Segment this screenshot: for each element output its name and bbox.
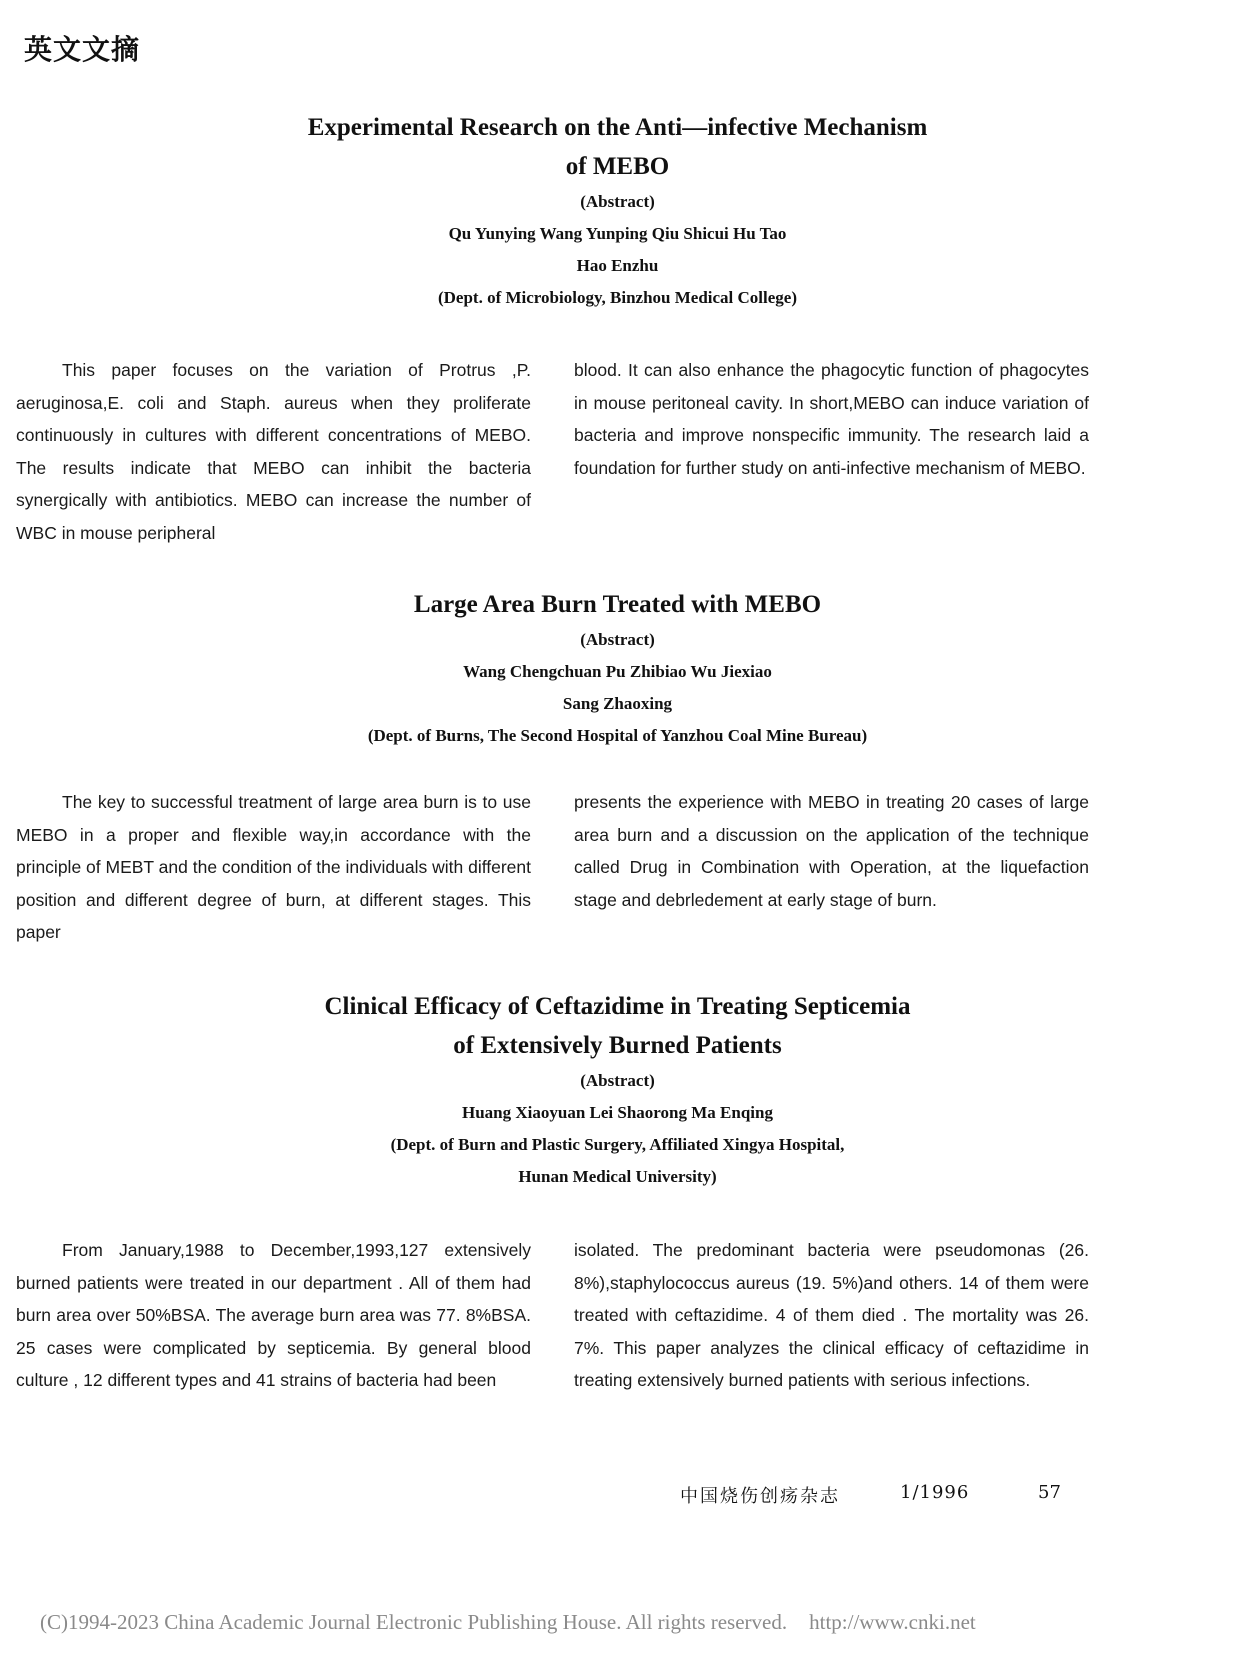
author-line: Hao Enzhu <box>576 256 659 275</box>
right-column <box>574 1234 1089 1397</box>
body-text: This paper focuses on the variation of Protrus ,P. aeruginosa,E. coli and Staph. aureus when they proliferate continuously in cultures with different concentrations of MEBO. The results indicate that MEBO can inhibit the bacteria synergically with antibiotics. MEBO can increase the number of WBC in mouse peripheral <box>16 360 531 543</box>
body-text: isolated. The predominant bacteria were pseudomonas (26. 8%),staphylococcus aureus (19. 5%)and others. 14 of them were treated with ceftazidime. 4 of them died . The mortality was 26. 7%. This paper analyzes the clinical efficacy of ceftazidime in treating extensively burned patients with serious infections. <box>574 1240 1089 1390</box>
body-text: The key to successful treatment of large area burn is to use MEBO in a proper and flexible way,in accordance with the principle of MEBT and the condition of the individuals with different position and different degree of burn, at different stages. This paper <box>16 792 531 942</box>
page-number: 57 <box>1038 1482 1061 1503</box>
journal-name: 中国烧伤创疡杂志 <box>680 1486 840 1507</box>
issue-number: 1/1996 <box>900 1482 970 1503</box>
abstract-title-line: of MEBO <box>565 153 670 180</box>
right-column <box>574 786 1089 916</box>
abstract-label: (Abstract) <box>580 630 655 649</box>
author-line: Wang Chengchuan Pu Zhibiao Wu Jiexiao <box>463 662 772 681</box>
abstract-title-line: of Extensively Burned Patients <box>453 1032 782 1059</box>
copyright-notice <box>40 1610 976 1635</box>
affiliation-line: Hunan Medical University) <box>518 1167 717 1186</box>
abstract-label: (Abstract) <box>580 1071 655 1090</box>
abstract-title-line: Experimental Research on the Anti—infective Mechanism <box>307 114 928 141</box>
abstract-3 <box>0 987 1235 1193</box>
body-text: presents the experience with MEBO in treating 20 cases of large area burn and a discussion on the application of the technique called Drug in Combination with Operation, at the liquefaction stage and debrledement at early stage of burn. <box>574 792 1089 910</box>
abstract-title-line: Clinical Efficacy of Ceftazidime in Treating Septicemia <box>324 993 911 1020</box>
affiliation-line: (Dept. of Microbiology, Binzhou Medical College) <box>437 288 797 307</box>
author-line: Huang Xiaoyuan Lei Shaorong Ma Enqing <box>462 1103 773 1122</box>
abstract-1 <box>0 108 1235 314</box>
abstract-title-line: Large Area Burn Treated with MEBO <box>413 591 822 618</box>
body-text: From January,1988 to December,1993,127 extensively burned patients were treated in our department . All of them had burn area over 50%BSA. The average burn area was 77. 8%BSA. 25 cases were complicated by septicemia. By general blood culture , 12 different types and 41 strains of bacteria had been <box>16 1240 531 1390</box>
left-column <box>16 786 531 949</box>
section-tag: 英文文摘 <box>24 33 141 66</box>
right-column <box>574 354 1089 484</box>
left-column <box>16 1234 531 1397</box>
left-column <box>16 354 531 549</box>
copyright-text: (C)1994-2023 China Academic Journal Electronic Publishing House. All rights reserved. <box>40 1610 788 1634</box>
abstract-2 <box>0 585 1235 752</box>
author-line: Sang Zhaoxing <box>562 694 673 713</box>
author-line: Qu Yunying Wang Yunping Qiu Shicui Hu Tao <box>448 224 787 243</box>
body-text: blood. It can also enhance the phagocytic function of phagocytes in mouse peritoneal cavity. In short,MEBO can induce variation of bacteria and improve nonspecific immunity. The research laid a foundation for further study on anti-infective mechanism of MEBO. <box>574 360 1089 478</box>
affiliation-line: (Dept. of Burns, The Second Hospital of Yanzhou Coal Mine Bureau) <box>367 726 868 745</box>
source-url: http://www.cnki.net <box>809 1610 976 1634</box>
affiliation-line: (Dept. of Burn and Plastic Surgery, Affiliated Xingya Hospital, <box>390 1135 845 1154</box>
abstract-label: (Abstract) <box>580 192 655 211</box>
